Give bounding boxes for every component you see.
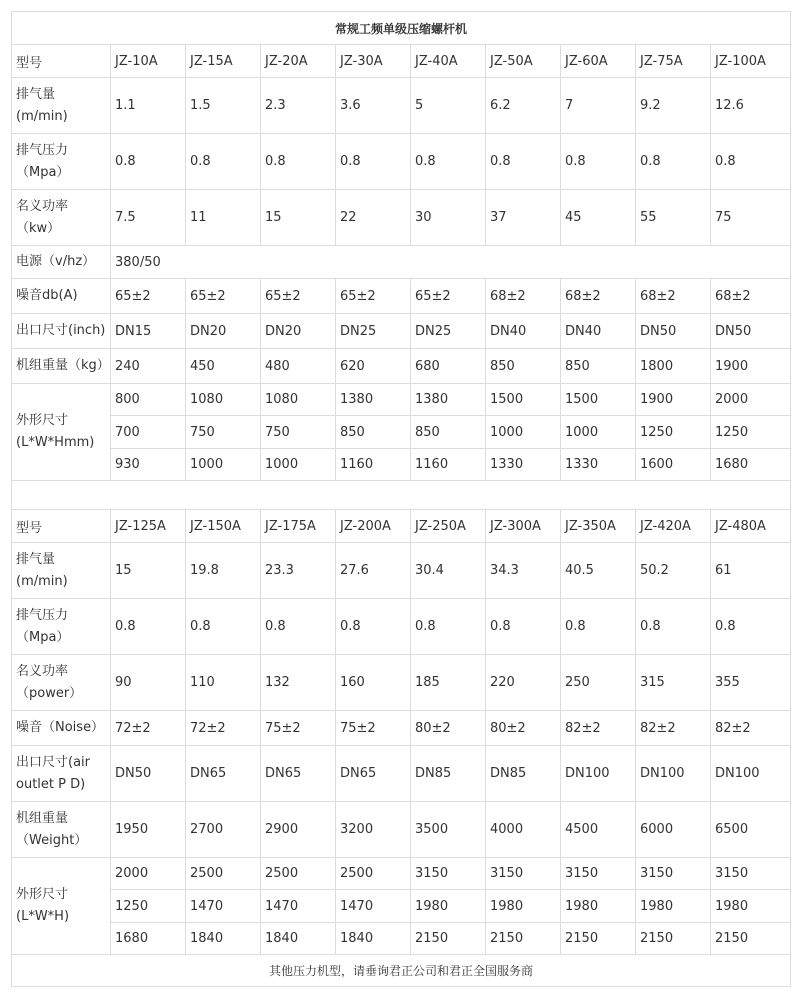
spec-table-container [11, 11, 790, 987]
value-cell: 2150 [411, 923, 486, 955]
value-cell: 1380 [336, 384, 411, 416]
value-cell: 1500 [486, 384, 561, 416]
value-cell: 37 [486, 190, 561, 246]
row-label [12, 134, 111, 190]
dimension-row [12, 890, 791, 923]
value-cell: 850 [561, 349, 636, 384]
value-cell: 355 [711, 655, 791, 711]
table-row [12, 711, 791, 746]
value-cell: 3150 [636, 858, 711, 890]
row-label [12, 711, 111, 746]
row-label-line: 外形尺寸 [16, 887, 69, 902]
value-cell: 3150 [411, 858, 486, 890]
value-cell: 0.8 [336, 599, 411, 655]
value-cell: 850 [486, 349, 561, 384]
value-cell: 132 [261, 655, 336, 711]
row-label [12, 746, 111, 802]
value-cell: 1980 [486, 890, 561, 923]
value-cell: 27.6 [336, 543, 411, 599]
model-cell: JZ-10A [111, 45, 186, 78]
dimension-row [12, 923, 791, 955]
value-cell: 19.8 [186, 543, 261, 599]
value-cell: 1950 [111, 802, 186, 858]
value-cell: 2000 [711, 384, 791, 416]
row-label [12, 349, 111, 384]
value-cell: DN85 [411, 746, 486, 802]
value-cell: 1840 [261, 923, 336, 955]
model-cell: JZ-50A [486, 45, 561, 78]
value-cell: DN25 [411, 314, 486, 349]
model-cell: JZ-20A [261, 45, 336, 78]
value-cell: 2.3 [261, 78, 336, 134]
value-cell: 9.2 [636, 78, 711, 134]
row-label [12, 543, 111, 599]
value-cell: 1330 [486, 449, 561, 481]
value-cell: DN50 [636, 314, 711, 349]
value-cell: 1250 [111, 890, 186, 923]
value-cell: 480 [261, 349, 336, 384]
model-label: 型号 [12, 510, 111, 543]
value-cell: 620 [336, 349, 411, 384]
row-label [12, 78, 111, 134]
row-label-line: 名义功率 [16, 663, 69, 679]
value-cell: 0.8 [261, 134, 336, 190]
value-cell: DN100 [636, 746, 711, 802]
row-label [12, 190, 111, 246]
title-row [12, 12, 791, 45]
table-row [12, 134, 791, 190]
value-cell: 0.8 [261, 599, 336, 655]
value-cell: 7 [561, 78, 636, 134]
value-cell: 2700 [186, 802, 261, 858]
value-cell: 0.8 [711, 134, 791, 190]
model-cell: JZ-480A [711, 510, 791, 543]
value-cell: 82±2 [711, 711, 791, 746]
model-row [12, 510, 791, 543]
table-row [12, 314, 791, 349]
value-cell: 65±2 [111, 279, 186, 314]
value-cell: 110 [186, 655, 261, 711]
value-cell: 1470 [186, 890, 261, 923]
value-cell: 0.8 [486, 599, 561, 655]
value-cell: 1800 [636, 349, 711, 384]
model-cell: JZ-350A [561, 510, 636, 543]
row-label-line: 排气压力 [16, 607, 69, 623]
value-cell: DN85 [486, 746, 561, 802]
model-cell: JZ-175A [261, 510, 336, 543]
row-label-line: 名义功率 [16, 198, 69, 214]
value-cell: DN15 [111, 314, 186, 349]
model-cell: JZ-125A [111, 510, 186, 543]
value-cell: 4000 [486, 802, 561, 858]
value-cell: 65±2 [411, 279, 486, 314]
row-label-line: （Mpa） [16, 164, 70, 180]
model-cell: JZ-300A [486, 510, 561, 543]
value-cell: 680 [411, 349, 486, 384]
value-cell: 68±2 [636, 279, 711, 314]
value-cell: 15 [111, 543, 186, 599]
value-cell: DN25 [336, 314, 411, 349]
value-cell: 11 [186, 190, 261, 246]
value-cell: 3150 [486, 858, 561, 890]
value-cell: 0.8 [561, 134, 636, 190]
model-cell: JZ-75A [636, 45, 711, 78]
model-cell: JZ-250A [411, 510, 486, 543]
row-label-line: 机组重量（kg） [16, 358, 110, 373]
model-cell: JZ-40A [411, 45, 486, 78]
row-label-line: 排气压力 [16, 142, 69, 158]
dimension-row [12, 384, 791, 416]
value-cell: DN65 [186, 746, 261, 802]
value-cell: 23.3 [261, 543, 336, 599]
value-cell: 250 [561, 655, 636, 711]
value-cell: 0.8 [711, 599, 791, 655]
value-cell: 1000 [261, 449, 336, 481]
value-cell: 1160 [411, 449, 486, 481]
value-cell: 2500 [186, 858, 261, 890]
value-cell: 68±2 [561, 279, 636, 314]
value-cell: 160 [336, 655, 411, 711]
value-cell: 1160 [336, 449, 411, 481]
value-cell: 68±2 [711, 279, 791, 314]
value-cell: 930 [111, 449, 186, 481]
value-cell: 0.8 [336, 134, 411, 190]
separator-cell [12, 481, 791, 510]
row-label [12, 279, 111, 314]
value-cell: 1380 [411, 384, 486, 416]
section-separator [12, 481, 791, 510]
row-label-line: （Mpa） [16, 629, 70, 645]
row-label [12, 655, 111, 711]
value-cell: 315 [636, 655, 711, 711]
power-row [12, 246, 791, 279]
row-label-line: 出口尺寸(inch) [16, 323, 106, 338]
dimension-row [12, 858, 791, 890]
value-cell: 82±2 [561, 711, 636, 746]
value-cell: 65±2 [186, 279, 261, 314]
value-cell: 75±2 [261, 711, 336, 746]
row-label-line: （power） [16, 685, 83, 701]
model-cell: JZ-30A [336, 45, 411, 78]
model-cell: JZ-200A [336, 510, 411, 543]
value-cell: 0.8 [636, 599, 711, 655]
table-row [12, 746, 791, 802]
value-cell: 750 [186, 416, 261, 449]
value-cell: 2500 [261, 858, 336, 890]
value-cell: 75 [711, 190, 791, 246]
table-row [12, 802, 791, 858]
model-cell: JZ-15A [186, 45, 261, 78]
value-cell: DN100 [561, 746, 636, 802]
value-cell: 1500 [561, 384, 636, 416]
value-cell: 65±2 [261, 279, 336, 314]
value-cell: DN40 [561, 314, 636, 349]
model-label: 型号 [12, 45, 111, 78]
value-cell: 34.3 [486, 543, 561, 599]
value-cell: 450 [186, 349, 261, 384]
value-cell: 72±2 [111, 711, 186, 746]
value-cell: 2150 [636, 923, 711, 955]
row-label [12, 802, 111, 858]
value-cell: 850 [411, 416, 486, 449]
value-cell: 700 [111, 416, 186, 449]
table-footer-note: 其他压力机型，请垂询君正公司和君正全国服务商 [12, 955, 791, 987]
value-cell: 82±2 [636, 711, 711, 746]
value-cell: 1680 [711, 449, 791, 481]
value-cell: 850 [336, 416, 411, 449]
value-cell: 4500 [561, 802, 636, 858]
value-cell: 65±2 [336, 279, 411, 314]
value-cell: 3.6 [336, 78, 411, 134]
row-label: 电源（v/hz） [12, 246, 111, 279]
value-cell: 220 [486, 655, 561, 711]
value-cell: 1250 [711, 416, 791, 449]
value-cell: 0.8 [411, 134, 486, 190]
value-cell: 185 [411, 655, 486, 711]
value-cell: 1900 [636, 384, 711, 416]
value-cell: DN100 [711, 746, 791, 802]
value-cell: 1470 [336, 890, 411, 923]
table-row [12, 543, 791, 599]
value-cell: 3500 [411, 802, 486, 858]
value-cell: 0.8 [186, 599, 261, 655]
value-cell: 1680 [111, 923, 186, 955]
value-cell: 1980 [636, 890, 711, 923]
value-cell: 1.5 [186, 78, 261, 134]
value-cell: 1840 [186, 923, 261, 955]
value-cell: 1000 [561, 416, 636, 449]
value-cell: 2000 [111, 858, 186, 890]
row-label-line: (L*W*Hmm) [16, 435, 95, 450]
value-cell: 1470 [261, 890, 336, 923]
row-label-line: 噪音db(A) [16, 288, 78, 303]
value-cell: DN65 [261, 746, 336, 802]
value-cell: 75±2 [336, 711, 411, 746]
value-cell: DN40 [486, 314, 561, 349]
value-cell: 61 [711, 543, 791, 599]
value-cell: DN50 [711, 314, 791, 349]
value-cell: 6.2 [486, 78, 561, 134]
value-cell: 3200 [336, 802, 411, 858]
value-cell: 1080 [186, 384, 261, 416]
dimension-row [12, 416, 791, 449]
row-label-line: 噪音（Noise） [16, 720, 105, 735]
value-cell: 0.8 [561, 599, 636, 655]
row-label [12, 314, 111, 349]
value-cell: 2500 [336, 858, 411, 890]
row-label [12, 599, 111, 655]
row-label-line: （kw） [16, 220, 61, 236]
table-title: 常规工频单级压缩螺杆机 [12, 12, 791, 45]
model-cell: JZ-150A [186, 510, 261, 543]
value-cell: 15 [261, 190, 336, 246]
value-cell: 1000 [486, 416, 561, 449]
value-cell: 55 [636, 190, 711, 246]
value-cell: 2150 [486, 923, 561, 955]
value-cell: 0.8 [411, 599, 486, 655]
value-cell: 0.8 [486, 134, 561, 190]
row-label [12, 384, 111, 481]
value-cell: 3150 [711, 858, 791, 890]
value-cell: 1250 [636, 416, 711, 449]
value-cell: 50.2 [636, 543, 711, 599]
value-cell: 1840 [336, 923, 411, 955]
value-cell: 1980 [561, 890, 636, 923]
table-row [12, 190, 791, 246]
value-cell: 0.8 [636, 134, 711, 190]
value-cell: 1000 [186, 449, 261, 481]
value-cell: 2150 [711, 923, 791, 955]
value-cell: 22 [336, 190, 411, 246]
table-row [12, 349, 791, 384]
value-cell: 72±2 [186, 711, 261, 746]
value-cell: 12.6 [711, 78, 791, 134]
table-row [12, 599, 791, 655]
value-cell: 30 [411, 190, 486, 246]
value-cell: DN65 [336, 746, 411, 802]
row-label-line: 排气量 [16, 86, 56, 102]
value-cell: 1900 [711, 349, 791, 384]
value-cell: 6500 [711, 802, 791, 858]
value-cell: 45 [561, 190, 636, 246]
value-cell: DN20 [186, 314, 261, 349]
value-cell: 1.1 [111, 78, 186, 134]
value-cell: 90 [111, 655, 186, 711]
value-cell: 750 [261, 416, 336, 449]
dimension-row [12, 449, 791, 481]
row-label-line: outlet P D) [16, 776, 86, 792]
table-row [12, 78, 791, 134]
model-cell: JZ-100A [711, 45, 791, 78]
value-cell: 80±2 [486, 711, 561, 746]
value-cell: 1980 [411, 890, 486, 923]
value-cell: 6000 [636, 802, 711, 858]
row-label-line: 机组重量 [16, 810, 69, 826]
row-label-line: (L*W*H) [16, 909, 70, 924]
value-cell: 0.8 [186, 134, 261, 190]
value-cell: 1080 [261, 384, 336, 416]
value-cell: 0.8 [111, 134, 186, 190]
model-row [12, 45, 791, 78]
value-cell: 2900 [261, 802, 336, 858]
model-cell: JZ-60A [561, 45, 636, 78]
model-cell: JZ-420A [636, 510, 711, 543]
value-cell: 240 [111, 349, 186, 384]
value-cell: 800 [111, 384, 186, 416]
value-cell: 1980 [711, 890, 791, 923]
value-cell: 80±2 [411, 711, 486, 746]
row-label-line: (m/min) [16, 573, 68, 589]
row-label-line: 出口尺寸(air [16, 754, 90, 770]
value-cell: 30.4 [411, 543, 486, 599]
row-label-line: 外形尺寸 [16, 413, 69, 428]
value-cell: DN20 [261, 314, 336, 349]
power-value: 380/50 [111, 246, 791, 279]
value-cell: 40.5 [561, 543, 636, 599]
value-cell: 3150 [561, 858, 636, 890]
row-label [12, 858, 111, 955]
row-label-line: （Weight） [16, 832, 88, 848]
value-cell: 2150 [561, 923, 636, 955]
value-cell: 1600 [636, 449, 711, 481]
value-cell: 1330 [561, 449, 636, 481]
footer-row [12, 955, 791, 987]
value-cell: 0.8 [111, 599, 186, 655]
value-cell: 68±2 [486, 279, 561, 314]
value-cell: 7.5 [111, 190, 186, 246]
row-label-line: (m/min) [16, 108, 68, 124]
value-cell: DN50 [111, 746, 186, 802]
compressor-spec-table [11, 11, 791, 987]
value-cell: 5 [411, 78, 486, 134]
table-row [12, 655, 791, 711]
row-label-line: 排气量 [16, 551, 56, 567]
table-row [12, 279, 791, 314]
